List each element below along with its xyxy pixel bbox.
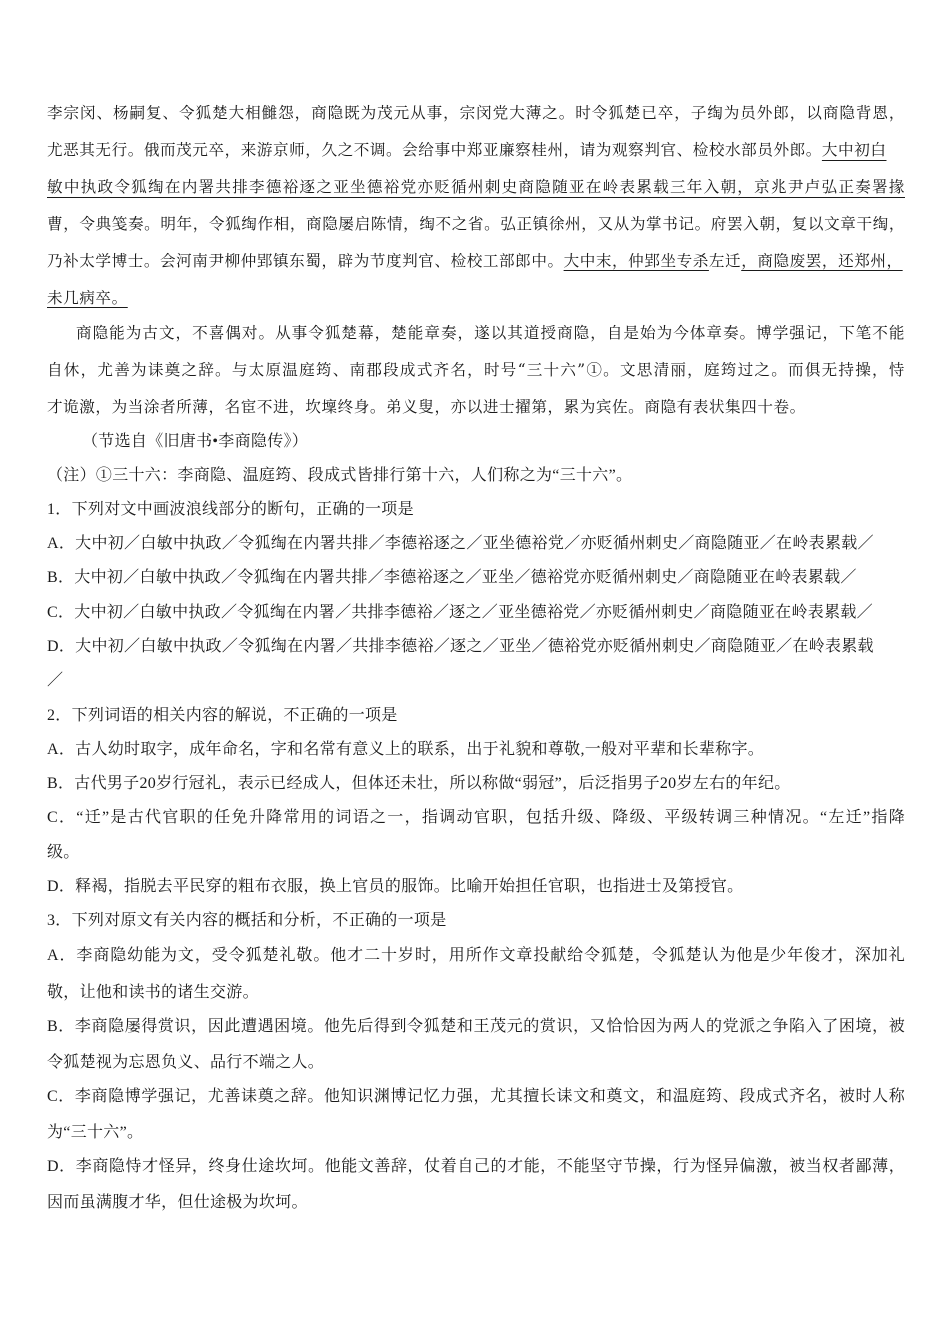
question-2-option-c[interactable]: C．“迁”是古代官职的任免升降常用的词语之一，指调动官职，包括升级、降级、平级转调三种情况。“左迁”指降 (47, 809, 905, 826)
source-citation: （节选自《旧唐书•李商隐传》） (82, 433, 309, 450)
passage-line-2-text: 尤恶其无行。俄而茂元卒，来游京师，久之不调。会给事中郑亚廉察桂州，请为观察判官、检校水部员外郎。 (47, 141, 822, 159)
question-3-option-b-cont: 令狐楚视为忘恩负义、品行不端之人。 (47, 1054, 325, 1071)
question-1-option-c[interactable]: C．大中初／白敏中执政／令狐绹在内署／共排李德裕／逐之／亚坐德裕党／亦贬循州刺史／商隐随亚在岭表累载／ (47, 604, 873, 621)
underlined-sentence: 大中末，仲郢坐专杀 (563, 252, 709, 270)
question-3-stem: 3．下列对原文有关内容的概括和分析，不正确的一项是 (47, 912, 447, 929)
footnote: （注）①三十六：李商隐、温庭筠、段成式皆排行第十六，人们称之为“三十六”。 (47, 467, 633, 484)
passage-line-4: 曹，令典笺奏。明年，令狐绹作相，商隐屡启陈情，绹不之省。弘正镇徐州，又从为掌书记。府罢入朝，复以文章干绹， (47, 215, 905, 233)
passage-line-6 (47, 288, 905, 308)
question-2-stem: 2．下列词语的相关内容的解说，不正确的一项是 (47, 707, 398, 724)
question-1-option-b[interactable]: B．大中初／白敏中执政／令狐绹在内署共排／李德裕逐之／亚坐／德裕党亦贬循州刺史／商隐随亚在岭表累载／ (47, 569, 857, 586)
question-3-option-d-cont: 因而虽满腹才华，但仕途极为坎坷。 (47, 1194, 308, 1211)
left-move-word: 左迁 (708, 252, 742, 270)
question-2-option-d[interactable]: D．释褐，指脱去平民穿的粗布衣服，换上官员的服饰。比喻开始担任官职，也指进士及第授官。 (47, 878, 744, 895)
question-1-option-d-cont: ／ (47, 672, 64, 689)
question-3-option-a-cont: 敬，让他和读书的诸生交游。 (47, 984, 259, 1001)
underlined-sentence: ，商隐废罢，还郑州， (741, 252, 903, 270)
passage-line-7: 商隐能为古文，不喜偶对。从事令狐楚幕，楚能章奏，遂以其道授商隐，自是始为今体章奏。博学强记，下笔不能 (76, 324, 905, 342)
wavy-underlined-text: 大中初白 (821, 141, 887, 159)
question-1-option-d[interactable]: D．大中初／白敏中执政／令狐绹在内署／共排李德裕／逐之／亚坐／德裕党亦贬循州刺史／商隐随亚／在岭表累载 (47, 638, 874, 655)
passage-line-1: 李宗闵、杨嗣复、令狐楚大相雠怨，商隐既为茂元从事，宗闵党大薄之。时令狐楚已卒，子绹为员外郎，以商隐背恩， (47, 104, 905, 122)
question-2-option-a[interactable]: A．古人幼时取字，成年命名，字和名常有意义上的联系，出于礼貌和尊敬,一般对平辈和长辈称字。 (47, 741, 765, 758)
question-2-option-c-cont: 级。 (47, 844, 80, 861)
passage-line-5 (47, 251, 905, 271)
question-1-option-a[interactable]: A．大中初／白敏中执政／令狐绹在内署共排／李德裕逐之／亚坐德裕党／亦贬循州刺史／商隐随亚／在岭表累载／ (47, 535, 874, 552)
question-1-stem: 1．下列对文中画波浪线部分的断句，正确的一项是 (47, 501, 414, 518)
passage-line-2 (47, 140, 905, 160)
question-3-option-c-cont: 为“三十六”。 (47, 1124, 144, 1141)
question-2-option-b[interactable]: B．古代男子20岁行冠礼，表示已经成人，但体还未壮，所以称做“弱冠”，后泛指男子20岁左右的年纪。 (47, 775, 791, 792)
question-3-option-c[interactable]: C．李商隐博学强记，尤善诔奠之辞。他知识渊博记忆力强，尤其擅长诔文和奠文，和温庭筠、段成式齐名，被时人称 (47, 1088, 905, 1105)
underlined-sentence: 未几病卒。 (47, 289, 128, 307)
question-3-option-a[interactable]: A．李商隐幼能为文，受令狐楚礼敬。他才二十岁时，用所作文章投献给令狐楚，令狐楚认为他是少年俊才，深加礼 (47, 947, 905, 964)
question-3-option-d[interactable]: D．李商隐恃才怪异，终身仕途坎坷。他能文善辞，仗着自己的才能，不能坚守节操，行为怪异偏激，被当权者鄙薄， (47, 1158, 905, 1175)
passage-line-9: 才诡激，为当涂者所薄，名宦不进，坎壈终身。弟义叟，亦以进士擢第，累为宾佐。商隐有表状集四十卷。 (47, 398, 806, 416)
passage-line-8: 自休，尤善为诔奠之辞。与太原温庭筠、南郡段成式齐名，时号“三十六”①。文思清丽，庭筠过之。而俱无持操，恃 (47, 361, 905, 379)
passage-line-3 (47, 177, 905, 197)
question-3-option-b[interactable]: B．李商隐屡得赏识，因此遭遇困境。他先后得到令狐楚和王茂元的赏识，又恰恰因为两人的党派之争陷入了困境，被 (47, 1018, 905, 1035)
passage-line-5-text: 乃补太学博士。会河南尹柳仲郢镇东蜀，辟为节度判官、检校工部郎中。 (47, 252, 564, 270)
wavy-underlined-text: 敏中执政令狐绹在内署共排李德裕逐之亚坐德裕党亦贬循州刺史商隐随亚在岭表累载三年入朝，京兆尹卢弘正奏署掾 (47, 178, 905, 196)
